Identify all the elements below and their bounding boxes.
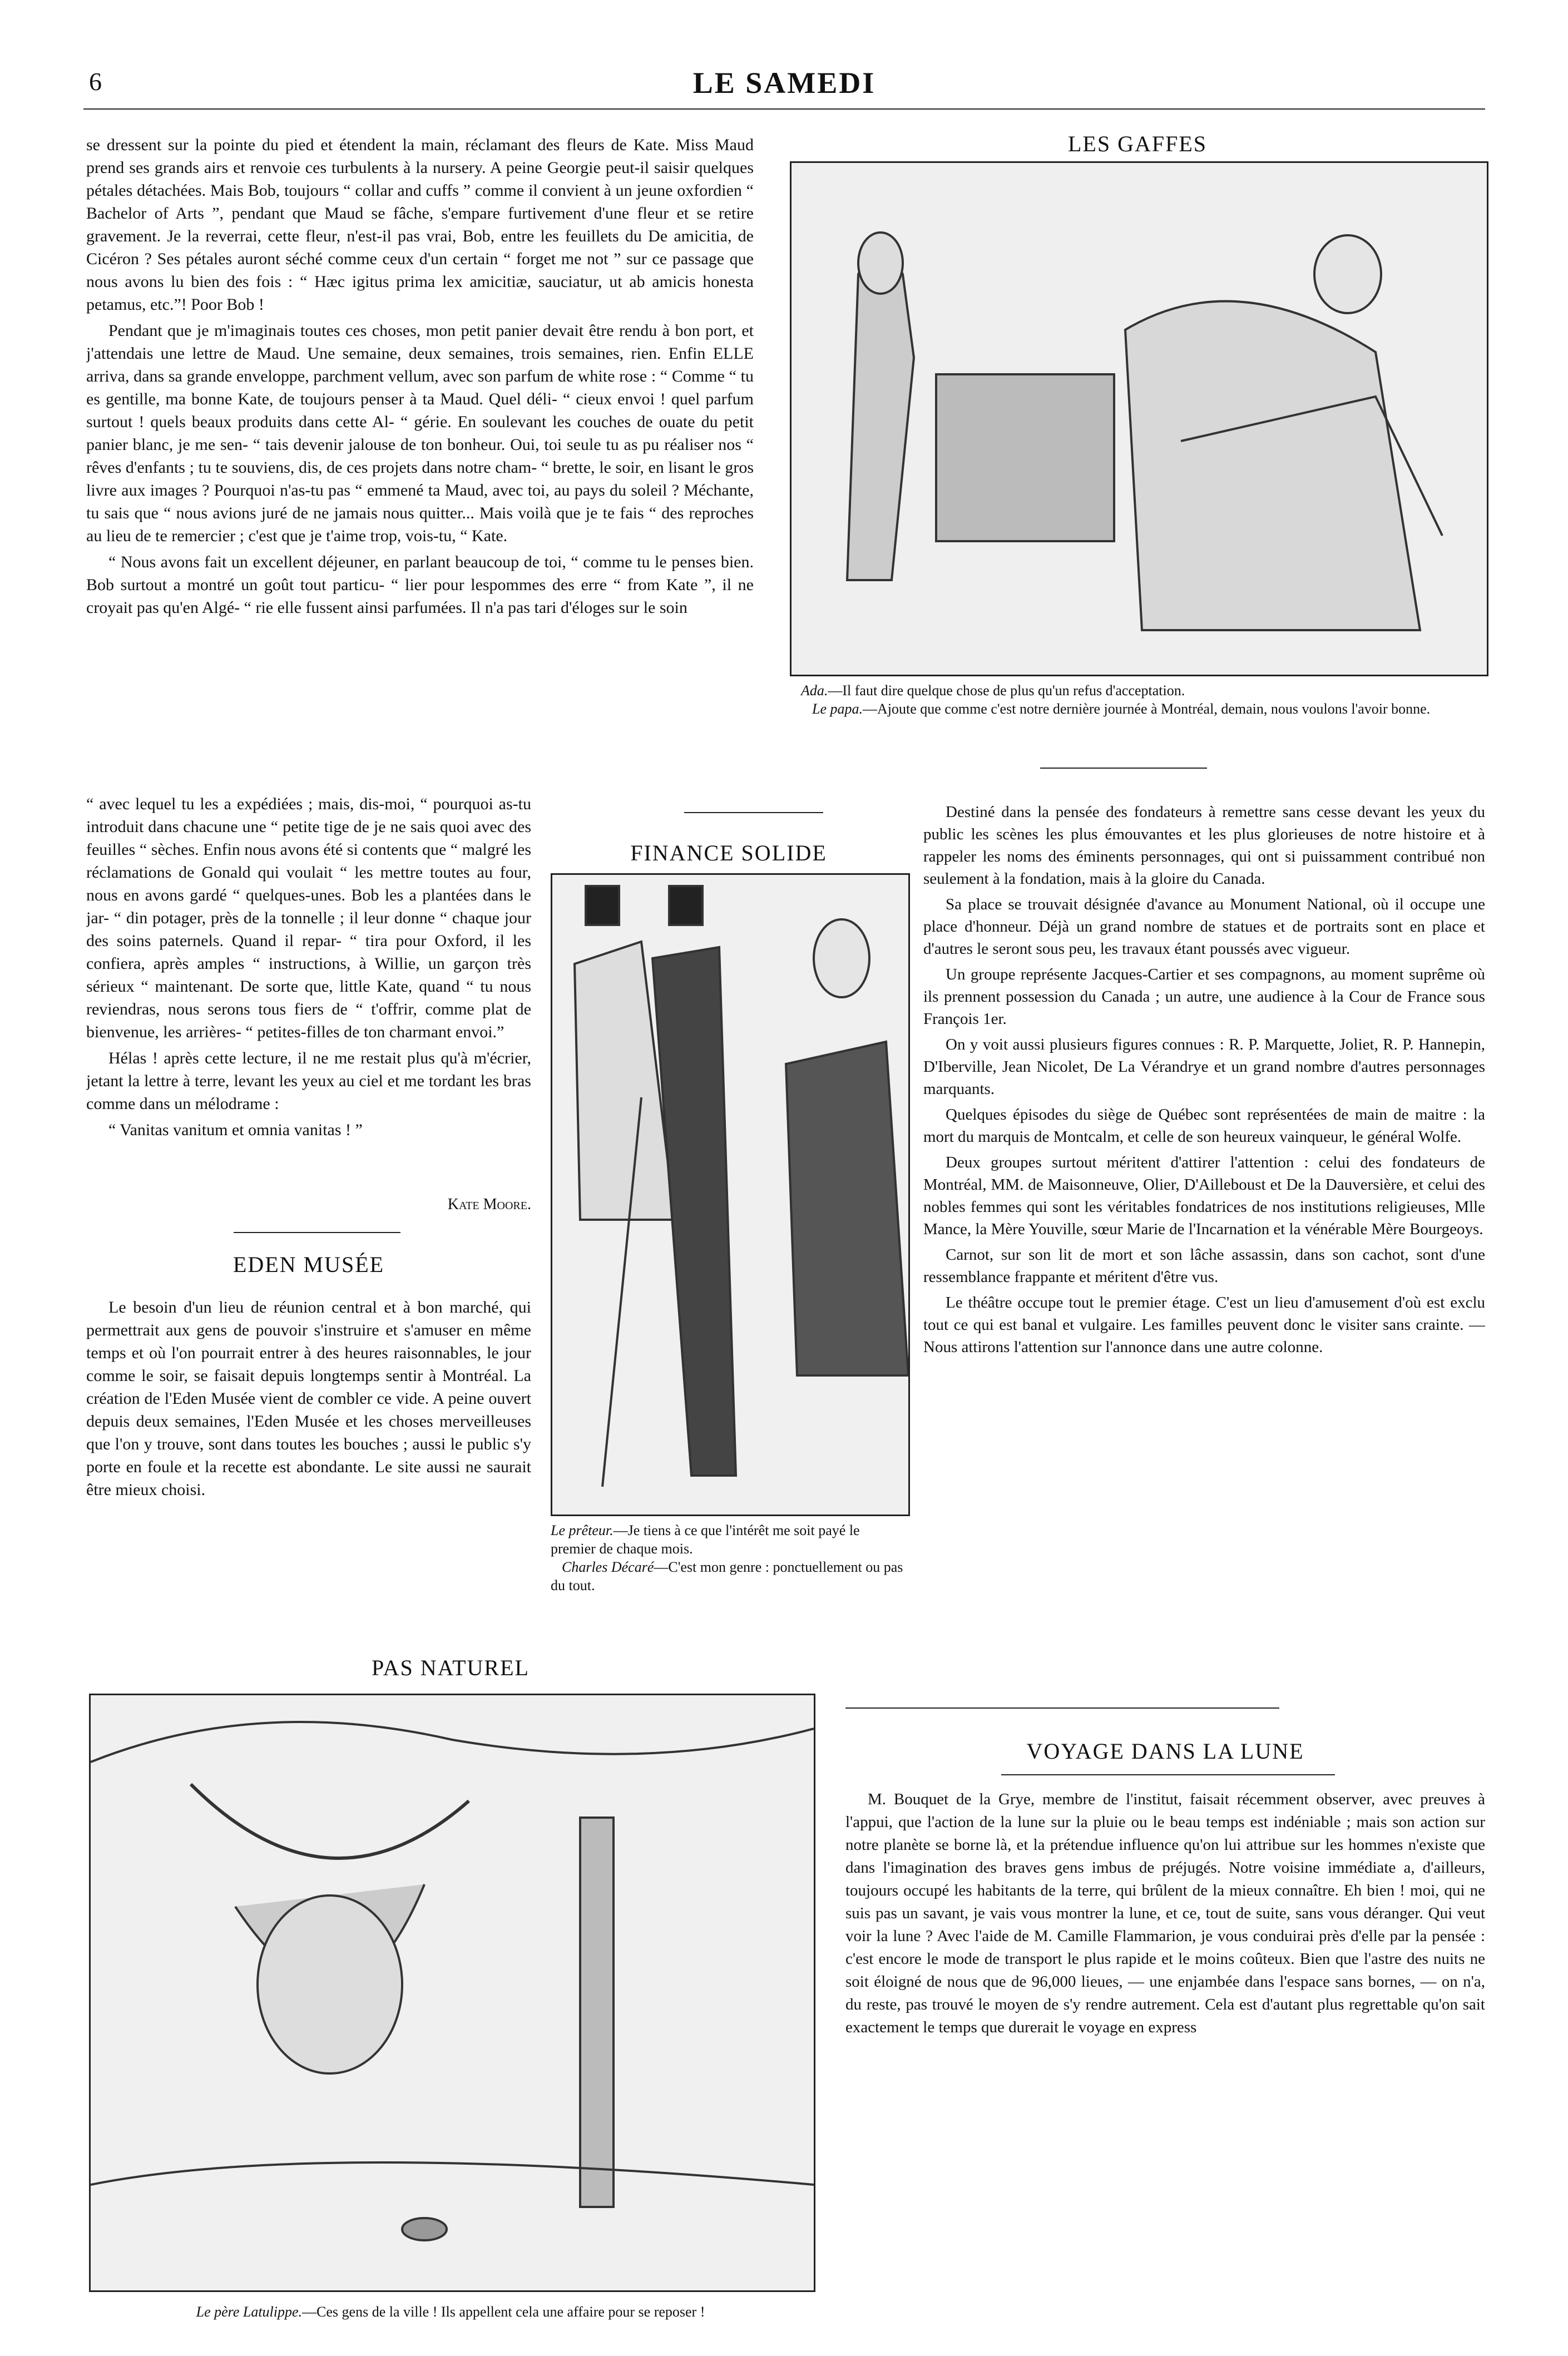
paragraph: On y voit aussi plusieurs figures connues : R. P. Marquette, Joliet, R. P. Hannepin, D'Iberville, Jean Nicolet, De La Vérandrye et un grand nombre d'autres personnages marquants. bbox=[923, 1036, 1485, 1098]
paragraph: Le besoin d'un lieu de réunion central et à bon marché, qui permettrait aux gens de pouvoir s'instruire et s'amuser en même temps et où l'on pourrait entrer à des heures raisonnables, le jour comme le soir, se faisait depuis longtemps sentir à Montréal. La création de l'Eden Musée vient de combler ce vide. A peine ouvert depuis deux semaines, l'Eden Musée et les choses merveilleuses que l'on y trouve, sont dans toutes les bouches ; aussi le public s'y porte en foule et la recette est abondante. Le site aussi ne saurait être mieux choisi. bbox=[86, 1298, 531, 1499]
paragraph: “ avec lequel tu les a expédiées ; mais, dis-moi, “ pourquoi as-tu introduit dans chacune une “ petite tige de je ne sais quoi avec des feuilles “ sèches. Enfin nous avons été si contents que “ malgré les réclamations de Gonald qui voulait “ les mettre toutes au four, nous en avons gardé “ quelques-unes. Bob les a plantées dans le jar- “ din potager, près de la tonnelle ; il leur donne “ chaque jour des soins paternels. Quand il repar- “ tira pour Oxford, il les confiera, après amples “ instructions, à Willie, un garçon très sérieux “ maintenant. De sorte que, little Kate, quand “ tu nous reviendras, nous serons tous fiers de “ t'offrir, comme plat de bienvenue, les arrières- “ petites-filles de ton charmant envoi.” bbox=[86, 795, 531, 1041]
left-column-text bbox=[86, 133, 754, 784]
section-rule bbox=[845, 1707, 1279, 1709]
monument-article bbox=[923, 801, 1485, 1691]
caption-speaker: Charles Décaré bbox=[562, 1559, 654, 1575]
header-rule bbox=[83, 108, 1485, 110]
page-number: 6 bbox=[89, 67, 102, 96]
eden-article bbox=[86, 1296, 531, 1618]
section-rule bbox=[1001, 1774, 1335, 1775]
section-rule bbox=[1040, 768, 1207, 769]
caption-text: —Il faut dire quelque chose de plus qu'un refus d'acceptation. bbox=[828, 682, 1185, 699]
caption-text: —Ces gens de la ville ! Ils appellent cela une affaire pour se reposer ! bbox=[302, 2304, 705, 2320]
caption-text: —C'est mon genre : ponctuellement ou pas du tout. bbox=[551, 1559, 903, 1593]
lune-article bbox=[845, 1788, 1485, 2339]
caption-speaker: Ada. bbox=[801, 682, 828, 699]
finance-illustration bbox=[551, 873, 910, 1516]
left-column-narrow-text bbox=[86, 793, 531, 1193]
caption-speaker: Le prêteur. bbox=[551, 1522, 614, 1538]
paragraph: Pendant que je m'imaginais toutes ces choses, mon petit panier devait être rendu à bon port, et j'attendais une lettre de Maud. Une semaine, deux semaines, trois semaines, rien. Enfin ELLE arriva, dans sa grande enveloppe, parchment vellum, avec son parfum de white rose : “ Comme “ tu es gentille, ma bonne Kate, de toujours penser à ta Maud. Quel déli- “ cieux envoi ! quel parfum surtout ! quels beaux produits dans cette Al- “ gérie. En soulevant les couches de ouate du petit panier blanc, je me sen- “ tais devenir jalouse de ton bonheur. Oui, toi seule tu as pu réaliser nos “ rêves d'enfants ; tu te souviens, dis, de ces projets dans notre cham- “ brette, le soir, en lisant le gros livre aux images ? Pourquoi n'as-tu pas “ emmené ta Maud, avec toi, au pays du soleil ? Méchante, tu sais que “ nous avions juré de ne jamais nous quitter... Mais voilà que je te fais “ des reproches au lieu de te remercier ; c'est que je t'aime trop, vois-tu, “ Kate. bbox=[86, 321, 754, 545]
paragraph: Quelques épisodes du siège de Québec sont représentées de main de maitre : la mort du marquis de Montcalm, et celle de son heureux vainqueur, le général Wolfe. bbox=[923, 1106, 1485, 1146]
gaffes-heading: LES GAFFES bbox=[1067, 131, 1208, 156]
gaffes-caption bbox=[801, 681, 1480, 718]
paragraph: Destiné dans la pensée des fondateurs à remettre sans cesse devant les yeux du public les scènes les plus émouvantes et les plus glorieuses de notre histoire et à rappeler les noms des éminents personnages, qui ont si puissamment contribué non seulement à la fondation, mais à la gloire du Canada. bbox=[923, 803, 1485, 888]
section-rule bbox=[684, 812, 823, 813]
paragraph: Hélas ! après cette lecture, il ne me restait plus qu'à m'écrier, jetant la lettre à terre, levant les yeux au ciel et me tordant les bras comme dans un mélodrame : bbox=[86, 1049, 531, 1113]
finance-caption bbox=[551, 1521, 907, 1595]
eden-heading: EDEN MUSÉE bbox=[233, 1252, 385, 1277]
paragraph: se dressent sur la pointe du pied et étendent la main, réclamant des fleurs de Kate. Miss Maud prend ses grands airs et renvoie ces turbulents à la nursery. A peine Georgie peut-il saisir quelques pétales détachées. Mais Bob, toujours “ collar and cuffs ” comme il convient à un jeune oxfordien “ Bachelor of Arts ”, pendant que Maud se fâche, s'empare furtivement d'une fleur et se retire gravement. Je la reverrai, cette fleur, n'est-il pas vrai, Bob, entre les feuillets du De amicitia, de Cicéron ? Ses pétales auront séché comme ceux d'un certain “ forget me not ” sur ce passage que nous avons lu bien des fois : “ Hæc igitus prima lex amicitiæ, sauciatur, ut ab amicis honesta petamus, etc.”! Poor Bob ! bbox=[86, 136, 754, 314]
naturel-illustration bbox=[89, 1694, 815, 2292]
gaffes-illustration bbox=[790, 161, 1488, 676]
caption-text: —Je tiens à ce que l'intérêt me soit payé le premier de chaque mois. bbox=[551, 1522, 860, 1557]
paragraph: Un groupe représente Jacques-Cartier et ses compagnons, au moment suprême où ils prennent possession du Canada ; un autre, une audience à la Cour de France sous François 1er. bbox=[923, 966, 1485, 1028]
paragraph: Sa place se trouvait désignée d'avance au Monument National, où il occupe une place d'honneur. Déjà un grand nombre de statues et de portraits sont en place et d'autres le seront sous peu, les travaux étant poussés avec vigueur. bbox=[923, 895, 1485, 958]
paragraph: Deux groupes surtout méritent d'attirer l'attention : celui des fondateurs de Montréal, MM. de Maisonneuve, Olier, D'Ailleboust et De la Dauversière, et celui des nobles femmes qui sont les véritables fondatrices de nos institutions religieuses, Mlle Mance, la Mère Youville, sœur Marie de l'Incarnation et la vénérable Mère Bourgeoys. bbox=[923, 1154, 1485, 1238]
paragraph: “ Vanitas vanitum et omnia vanitas ! ” bbox=[108, 1121, 363, 1139]
caption-speaker: Le papa. bbox=[812, 701, 863, 717]
naturel-caption bbox=[89, 2303, 812, 2321]
finance-heading: FINANCE SOLIDE bbox=[630, 840, 827, 865]
caption-text: —Ajoute que comme c'est notre dernière journée à Montréal, demain, nous voulons l'avoir bonne. bbox=[863, 701, 1431, 717]
paragraph: “ Nous avons fait un excellent déjeuner, en parlant beaucoup de toi, “ comme tu le penses bien. Bob surtout a montré un goût tout particu- “ lier pour lespommes des erre “ from Kate ”, il ne croyait pas qu'en Algé- “ rie elle fussent ainsi parfumées. Il n'a pas tari d'éloges sur le soin bbox=[86, 553, 754, 617]
paragraph: Carnot, sur son lit de mort et son lâche assassin, dans son cachot, sont d'une ressemblance frappante et méritent d'être vus. bbox=[923, 1246, 1485, 1286]
paragraph: M. Bouquet de la Grye, membre de l'institut, faisait récemment observer, avec preuves à l'appui, que l'action de la lune sur la pluie ou le beau temps est indéniable ; mais son action sur notre planète se borne là, et la prétendue influence qu'on lui attribue sur les hommes n'existe que dans l'imagination des braves gens imbus de préjugés. Notre voisine immédiate a, d'ailleurs, toujours occupé les habitants de la terre, qui brûlent de la mieux connaître. Eh bien ! moi, qui ne suis pas un savant, je vais vous montrer la lune, et ce, tout de suite, sans vous déranger. Qui veut voir la lune ? Avec l'aide de M. Camille Flammarion, je vous conduirai près d'elle par la pensée : c'est encore le mode de transport le plus rapide et le moins coûteux. Bien que l'astre des nuits ne soit éloigné de nous que de 96,000 lieues, — une enjambée dans l'espace sans bornes, — on n'a, du reste, pas trouvé le moyen de s'y rendre autrement. Cela est d'autant plus regrettable qu'on sait exactement le temps que durerait le voyage en express bbox=[845, 1790, 1485, 2036]
lune-heading: VOYAGE DANS LA LUNE bbox=[1026, 1739, 1304, 1764]
signature: Kate Moore. bbox=[447, 1196, 531, 1213]
masthead-title: LE SAMEDI bbox=[693, 66, 876, 100]
caption-speaker: Le père Latulippe. bbox=[196, 2304, 303, 2320]
naturel-heading: PAS NATUREL bbox=[372, 1655, 530, 1680]
paragraph: Le théâtre occupe tout le premier étage. C'est un lieu d'amusement d'où est exclu tout ce qui est banal et vulgaire. Les familles peuvent donc le visiter sans crainte. — Nous attirons l'attention sur l'annonce dans une autre colonne. bbox=[923, 1294, 1485, 1356]
section-rule bbox=[234, 1232, 400, 1233]
